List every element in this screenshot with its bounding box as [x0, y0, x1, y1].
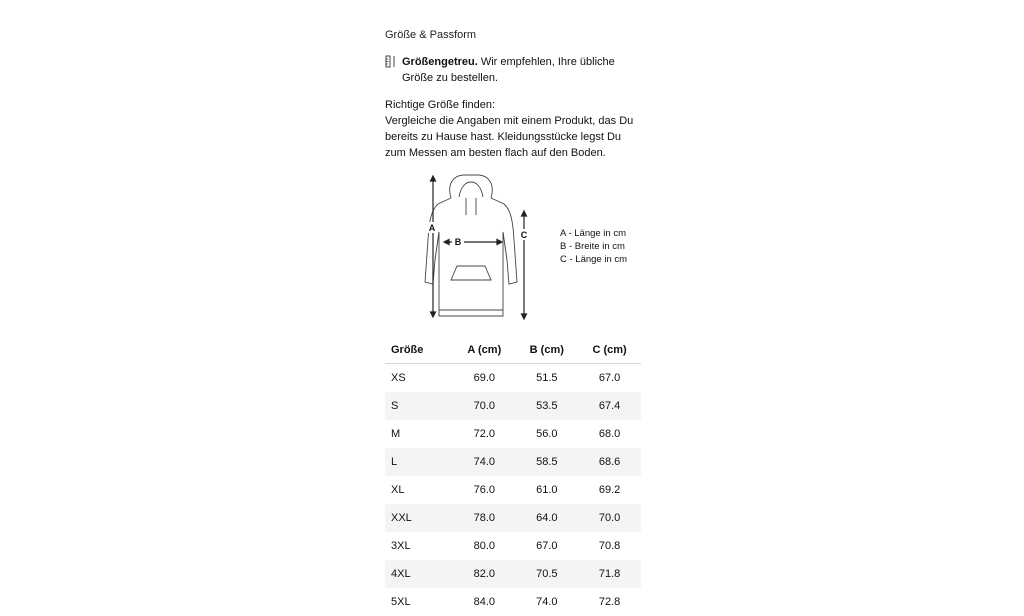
cell-c: 68.6 [578, 448, 641, 476]
cell-a: 78.0 [453, 504, 515, 532]
header-c: C (cm) [578, 336, 641, 364]
table-row [385, 504, 641, 532]
cell-b: 53.5 [515, 392, 578, 420]
hoodie-measurement-diagram [411, 170, 531, 320]
cell-size: 5XL [391, 596, 411, 608]
table-row [385, 364, 641, 393]
legend-item-c: C - Länge in cm [560, 254, 628, 265]
cell-a: 82.0 [453, 560, 515, 588]
cell-size: L [385, 448, 453, 476]
label-b: B [454, 237, 462, 247]
hoodie-illustration [411, 170, 531, 320]
cell-size: M [391, 428, 401, 440]
cell-b: 61.0 [536, 484, 558, 496]
label-a: A [428, 223, 436, 233]
cell-c: 71.8 [578, 560, 641, 588]
measurement-legend [560, 227, 627, 266]
cell-size: XS [391, 372, 406, 384]
cell-size: XXL [385, 504, 453, 532]
cell-b: 74.0 [536, 596, 558, 608]
label-c: C [520, 230, 528, 240]
cell-a: 69.0 [473, 372, 496, 384]
cell-c: 70.8 [598, 540, 621, 552]
find-size-text: Vergleiche die Angaben mit einem Produkt, das Du bereits zu Hause hast. Kleidungsstücke legst Du zum Messen am besten flach auf den Boden. [385, 115, 634, 159]
cell-b: 51.5 [536, 372, 558, 384]
cell-a: 80.0 [473, 540, 496, 552]
legend-item-b: B - Breite in cm [560, 241, 625, 252]
fit-note-bold: Größengetreu. [402, 56, 478, 68]
cell-a: 72.0 [473, 428, 496, 440]
size-table [385, 336, 641, 616]
cell-b: 70.5 [515, 560, 578, 588]
find-size-title: Richtige Größe finden: [385, 99, 496, 111]
table-row [385, 420, 641, 448]
cell-size: S [385, 392, 453, 420]
cell-size: 4XL [385, 560, 453, 588]
table-row [385, 392, 641, 420]
table-header-row [385, 336, 641, 364]
header-a: A (cm) [453, 336, 515, 364]
cell-b: 58.5 [515, 448, 578, 476]
table-row [385, 448, 641, 476]
cell-size: 3XL [391, 540, 411, 552]
cell-a: 76.0 [473, 484, 496, 496]
cell-c: 70.0 [578, 504, 641, 532]
table-row [385, 532, 641, 560]
cell-b: 67.0 [536, 540, 558, 552]
ruler-icon [385, 55, 397, 68]
cell-c: 69.2 [598, 484, 621, 496]
header-b: B (cm) [515, 336, 578, 364]
cell-c: 67.4 [578, 392, 641, 420]
legend-item-a: A - Länge in cm [560, 228, 627, 239]
header-size: Größe [385, 336, 453, 364]
fit-note-text: Wir empfehlen, Ihre übliche Größe zu bestellen. [402, 56, 615, 84]
cell-a: 84.0 [473, 596, 496, 608]
table-row [385, 588, 641, 616]
cell-b: 56.0 [536, 428, 558, 440]
table-row [385, 476, 641, 504]
cell-a: 74.0 [453, 448, 515, 476]
cell-b: 64.0 [515, 504, 578, 532]
cell-c: 72.8 [598, 596, 621, 608]
cell-a: 70.0 [453, 392, 515, 420]
table-row [385, 560, 641, 588]
cell-size: XL [391, 484, 405, 496]
fit-note [385, 54, 645, 86]
cell-c: 67.0 [598, 372, 621, 384]
cell-c: 68.0 [598, 428, 621, 440]
section-heading: Größe & Passform [385, 29, 477, 41]
